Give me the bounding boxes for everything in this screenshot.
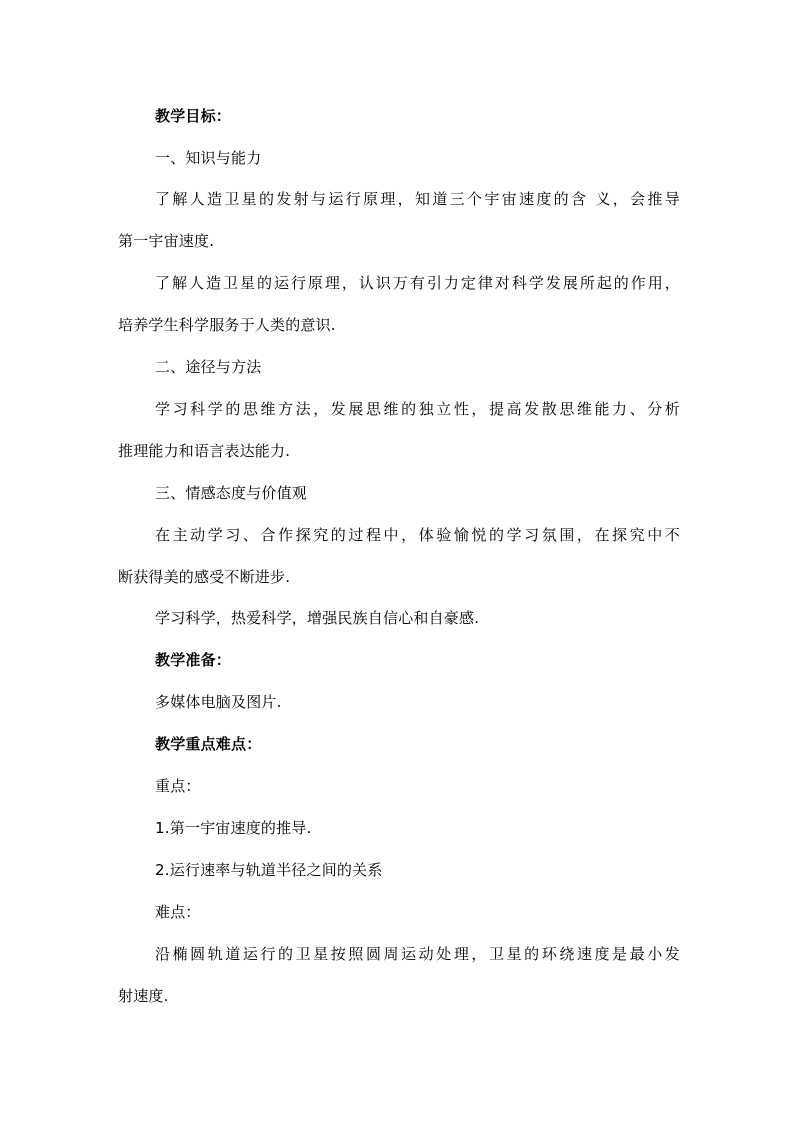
- paragraph-elliptical-orbit-line2: 射速度.: [118, 987, 169, 1005]
- difficult-points-label: 难点：: [155, 903, 201, 921]
- section-attitudes-values-title: 三、情感态度与价值观: [155, 484, 308, 502]
- section-methods-title: 二、途径与方法: [155, 358, 262, 376]
- paragraph-elliptical-orbit-line1: 沿椭圆轨道运行的卫星按照圆周运动处理，卫星的环绕速度是最小发: [155, 945, 680, 963]
- paragraph-thinking-methods-line1: 学习科学的思维方法，发展思维的独立性，提高发散思维能力、分析: [155, 400, 680, 418]
- paragraph-thinking-methods-line2: 推理能力和语言表达能力.: [118, 442, 291, 460]
- paragraph-gravitation-role-line2: 培养学生科学服务于人类的意识.: [118, 316, 336, 334]
- section-knowledge-ability-title: 一、知识与能力: [155, 149, 262, 167]
- paragraph-multimedia: 多媒体电脑及图片.: [155, 693, 282, 711]
- paragraph-cooperative-learning-line1: 在主动学习、合作探究的过程中，体验愉悦的学习氛围，在探究中不: [155, 526, 680, 544]
- paragraph-cooperative-learning-line2: 断获得美的感受不断进步.: [118, 568, 291, 586]
- heading-teaching-objectives: 教学目标：: [155, 107, 232, 125]
- key-point-item-2: 2.运行速率与轨道半径之间的关系: [155, 861, 383, 879]
- heading-key-and-difficult-points: 教学重点难点：: [155, 735, 262, 753]
- paragraph-launch-principle-line2: 第一宇宙速度.: [118, 232, 215, 250]
- paragraph-love-science: 学习科学，热爱科学，增强民族自信心和自豪感.: [155, 609, 480, 627]
- key-points-label: 重点：: [155, 777, 201, 795]
- paragraph-launch-principle-line1: 了解人造卫星的发射与运行原理，知道三个宇宙速度的含 义，会推导: [155, 190, 680, 208]
- heading-teaching-preparation: 教学准备：: [155, 651, 232, 669]
- paragraph-gravitation-role-line1: 了解人造卫星的运行原理，认识万有引力定律对科学发展所起的作用，: [155, 274, 680, 292]
- key-point-item-1: 1.第一宇宙速度的推导.: [155, 819, 312, 837]
